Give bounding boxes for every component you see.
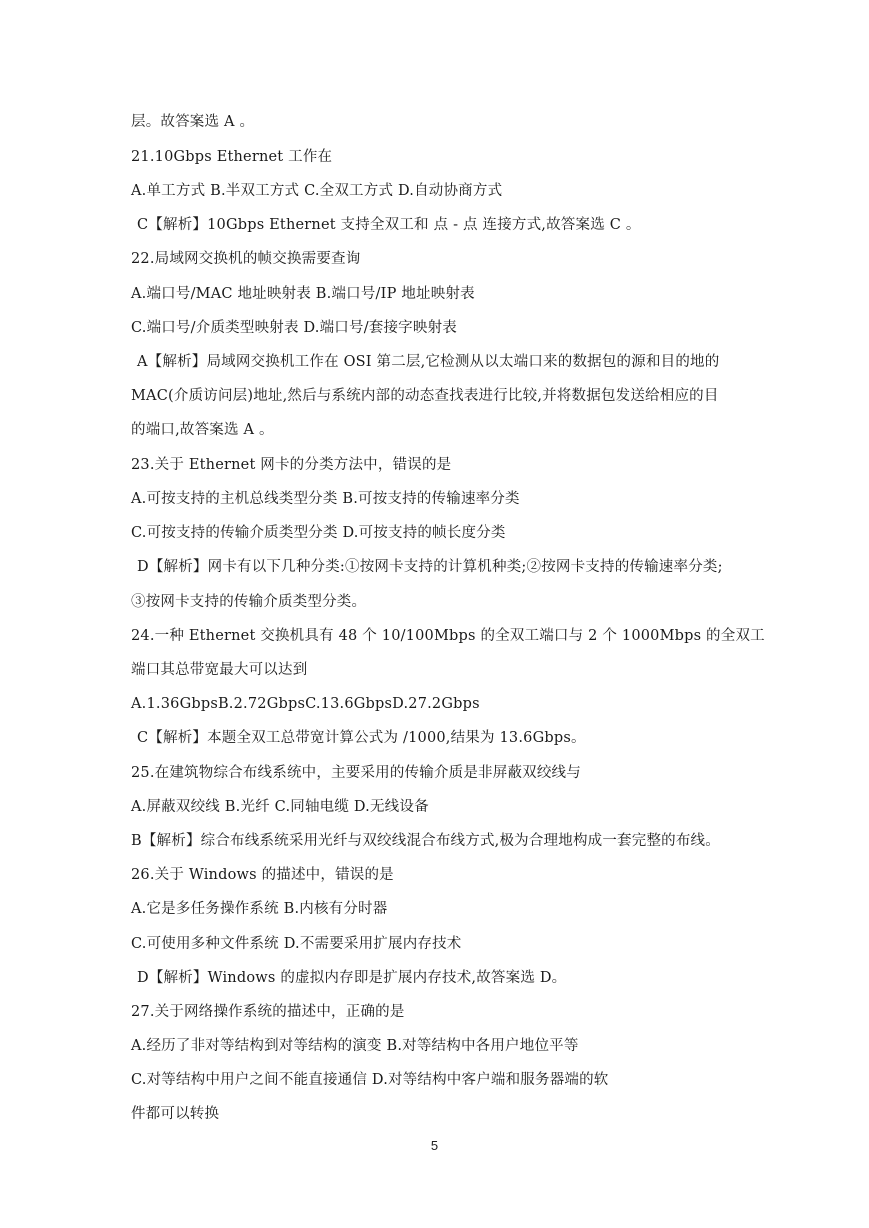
page-number: 5: [430, 1138, 439, 1153]
options-27-cont: 件都可以转换: [131, 1106, 220, 1122]
answer-22-cont: MAC(介质访问层)地址,然后与系统内部的动态查找表进行比较,并将数据包发送给相应的目: [131, 388, 719, 404]
answer-24: C【解析】本题全双工总带宽计算公式为 /1000,结果为 13.6Gbps。: [137, 730, 586, 746]
options-22-ab: A.端口号/MAC 地址映射表 B.端口号/IP 地址映射表: [131, 286, 475, 302]
options-22-cd: C.端口号/介质类型映射表 D.端口号/套接字映射表: [131, 320, 457, 336]
options-27-ab: A.经历了非对等结构到对等结构的演变 B.对等结构中各用户地位平等: [131, 1038, 579, 1054]
question-22: 22.局域网交换机的帧交换需要查询: [131, 251, 361, 267]
options-24: A.1.36GbpsB.2.72GbpsC.13.6GbpsD.27.2Gbps: [131, 696, 480, 712]
question-27: 27.关于网络操作系统的描述中，正确的是: [131, 1004, 405, 1020]
question-26: 26.关于 Windows 的描述中，错误的是: [131, 867, 394, 883]
question-23: 23.关于 Ethernet 网卡的分类方法中，错误的是: [131, 457, 452, 473]
answer-25: B【解析】综合布线系统采用光纤与双绞线混合布线方式,极为合理地构成一套完整的布线。: [131, 833, 720, 849]
options-21: A.单工方式 B.半双工方式 C.全双工方式 D.自动协商方式: [131, 183, 503, 199]
answer-21: C【解析】10Gbps Ethernet 支持全双工和 点 - 点 连接方式,故答案选 C 。: [137, 217, 641, 233]
answer-23: D【解析】网卡有以下几种分类:①按网卡支持的计算机种类;②按网卡支持的传输速率分类;: [137, 559, 723, 575]
question-24: 24.一种 Ethernet 交换机具有 48 个 10/100Mbps 的全双工端口与 2 个 1000Mbps 的全双工: [131, 628, 765, 644]
options-27-cd: C.对等结构中用户之间不能直接通信 D.对等结构中客户端和服务器端的软: [131, 1072, 609, 1088]
options-26-cd: C.可使用多种文件系统 D.不需要采用扩展内存技术: [131, 936, 462, 952]
text-line: 层。故答案选 A 。: [131, 114, 255, 130]
answer-26: D【解析】Windows 的虚拟内存即是扩展内存技术,故答案选 D。: [137, 970, 567, 986]
options-23-ab: A.可按支持的主机总线类型分类 B.可按支持的传输速率分类: [131, 491, 520, 507]
options-26-ab: A.它是多任务操作系统 B.内核有分时器: [131, 901, 388, 917]
question-25: 25.在建筑物综合布线系统中，主要采用的传输介质是非屏蔽双绞线与: [131, 765, 581, 781]
answer-23-cont: ③按网卡支持的传输介质类型分类。: [131, 594, 367, 610]
question-24-cont: 端口其总带宽最大可以达到: [131, 662, 308, 678]
answer-22-end: 的端口,故答案选 A 。: [131, 422, 274, 438]
options-23-cd: C.可按支持的传输介质类型分类 D.可按支持的帧长度分类: [131, 525, 506, 541]
answer-22: A【解析】局域网交换机工作在 OSI 第二层,它检测从以太端口来的数据包的源和目的地的: [137, 354, 720, 370]
options-25: A.屏蔽双绞线 B.光纤 C.同轴电缆 D.无线设备: [131, 799, 429, 815]
question-21: 21.10Gbps Ethernet 工作在: [131, 149, 333, 165]
